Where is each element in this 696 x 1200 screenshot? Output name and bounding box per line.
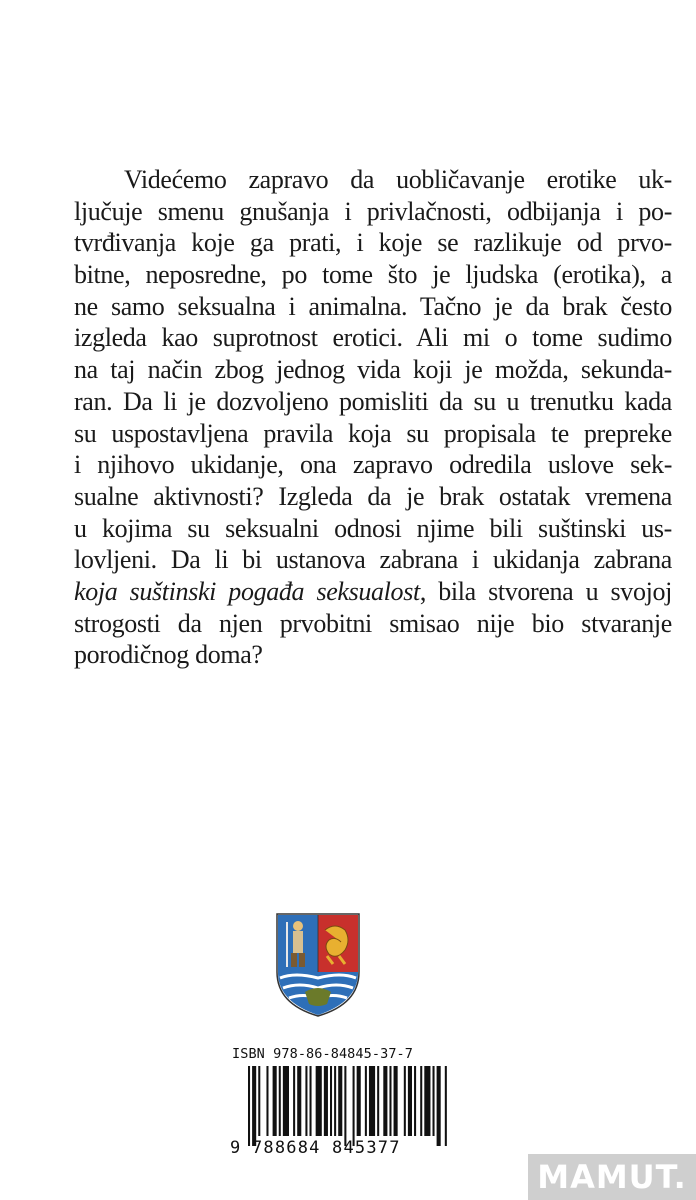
text-line: su uspostavljena pravila koja su propisala te prepreke <box>74 418 672 448</box>
text-line: strogosti da njen prvobitni smisao nije bio stvaranje <box>74 608 672 638</box>
text-line: bitne, neposredne, po tome što je ljudska (erotika), a <box>74 260 672 290</box>
barcode-bar <box>420 1066 422 1136</box>
barcode-bar <box>365 1066 367 1136</box>
barcode-bar <box>305 1066 307 1136</box>
text-line: ran. Da li je dozvoljeno pomisliti da su u trenutku kada <box>74 386 672 416</box>
barcode-bar <box>445 1066 447 1146</box>
barcode-bar <box>353 1066 355 1146</box>
text-line: i njihovo ukidanje, ona zapravo odredila uslove sek- <box>74 450 672 480</box>
barcode-bar <box>437 1066 441 1146</box>
text-line-last: porodičnog doma? <box>74 640 263 670</box>
back-cover-text <box>74 164 672 671</box>
barcode-bar <box>334 1066 336 1136</box>
barcode-bar <box>357 1066 361 1136</box>
barcode-bars <box>230 1066 462 1146</box>
barcode-bar <box>283 1066 289 1136</box>
barcode-bar <box>252 1066 256 1146</box>
barcode-bar <box>266 1066 268 1136</box>
barcode-lead-digit: 9 <box>230 1138 241 1158</box>
text-line: izgleda kao suprotnost erotici. Ali mi o tome sudimo <box>74 323 672 353</box>
coat-of-arms-icon <box>275 912 361 1018</box>
barcode-bar <box>344 1066 346 1146</box>
watermark: MAMUT. <box>528 1154 696 1200</box>
barcode-bar <box>316 1066 322 1136</box>
barcode-bar <box>338 1066 342 1136</box>
barcode-bar <box>383 1066 387 1136</box>
barcode-bar <box>258 1066 260 1136</box>
barcode-bar <box>408 1066 412 1136</box>
text-line: ne samo seksualna i animalna. Tačno je da brak često <box>74 291 672 321</box>
barcode-bar <box>248 1066 250 1146</box>
barcode-bar <box>404 1066 406 1136</box>
barcode-bar <box>394 1066 398 1136</box>
barcode-digits: 788684 845377 <box>252 1138 401 1158</box>
text-line: u kojima su seksualni odnosi njime bili suštinski us- <box>74 513 672 543</box>
text-line: Videćemo zapravo da uobličavanje erotike uk- <box>124 165 672 194</box>
barcode-bar <box>330 1066 332 1136</box>
text-line: tvrđivanja koje ga prati, i koje se razlikuje od prvo- <box>74 228 672 258</box>
barcode-bar <box>377 1066 379 1136</box>
text-line: lovljeni. Da li bi ustanova zabrana i ukidanja zabrana <box>74 545 672 575</box>
barcode-bar <box>433 1066 435 1136</box>
isbn-label: ISBN 978-86-84845-37-7 <box>232 1046 414 1062</box>
text-line: sualne aktivnosti? Izgleda da je brak ostatak vremena <box>74 481 672 511</box>
italic-phrase: koja suštinski pogađa seksualost <box>74 576 420 606</box>
barcode-bar <box>297 1066 301 1136</box>
barcode-bar <box>279 1066 281 1136</box>
italic-line-rest: , bila stvorena u svojoj <box>419 576 673 606</box>
text-line: na taj način zbog jednog vida koji je možda, sekunda- <box>74 355 672 385</box>
barcode-bar <box>273 1066 277 1136</box>
barcode-bar <box>293 1066 295 1136</box>
barcode-bar <box>414 1066 416 1136</box>
text-line-italic <box>74 576 672 608</box>
isbn-barcode <box>230 1046 462 1166</box>
barcode-bar <box>424 1066 430 1136</box>
barcode-bar <box>369 1066 375 1136</box>
barcode-bar <box>310 1066 312 1136</box>
text-line: ljučuje smenu gnušanja i privlačnosti, odbijanja i po- <box>74 196 672 226</box>
barcode-bar <box>389 1066 391 1136</box>
barcode-bar <box>324 1066 328 1136</box>
